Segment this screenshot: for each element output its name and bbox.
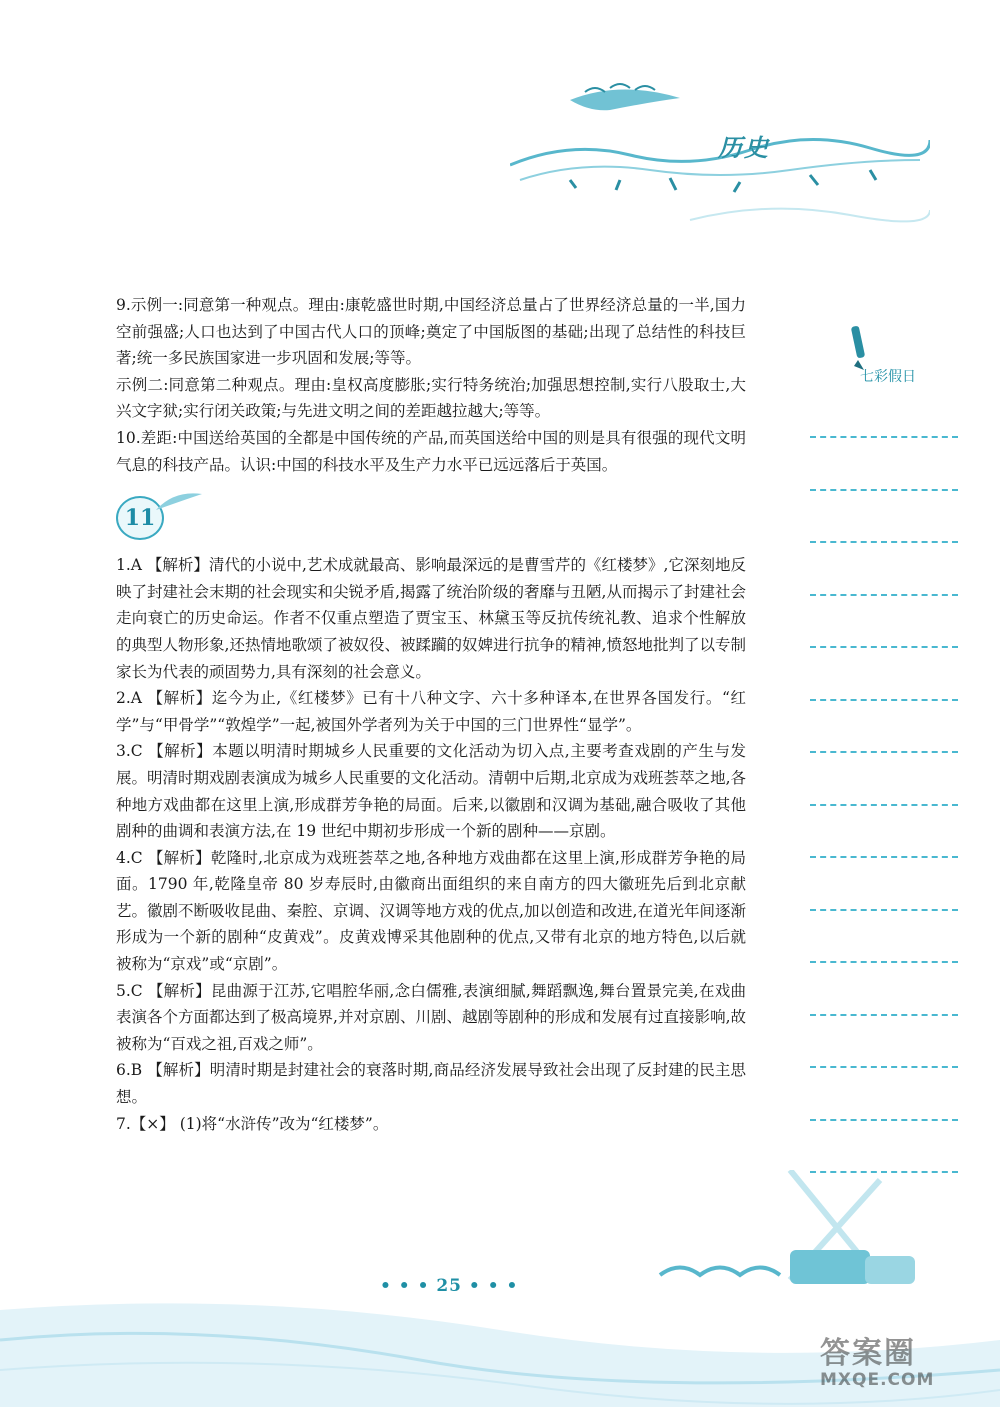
note-line	[810, 436, 958, 438]
page-number: • • • 25 • • •	[380, 1276, 519, 1296]
answer-paragraph: 3.C 【解析】本题以明清时期城乡人民重要的文化活动为切入点,主要考查戏剧的产生与发展。明清时期戏剧表演成为城乡人民重要的文化活动。清朝中后期,北京成为戏班荟萃之地,各种地方戏曲都在这里上演,形成群芳争艳的局面。后来,以徽剧和汉调为基础,融合吸收了其他剧种的曲调和表演方法,在 19 世纪中期初步形成一个新的剧种——京剧。	[116, 742, 746, 841]
section-number: 11	[116, 496, 164, 540]
note-line	[810, 1014, 958, 1016]
answer-paragraph: 4.C 【解析】乾隆时,北京成为戏班荟萃之地,各种地方戏曲都在这里上演,形成群芳争艳的局面。1790 年,乾隆皇帝 80 岁寿辰时,由徽商出面组织的来自南方的四大徽班先后到北京献艺。徽剧不断吸收昆曲、秦腔、京调、汉调等地方戏的优点,加以创造和改进,在道光年间逐渐形成为一个新的剧种“皮黄戏”。皮黄戏博采其他剧种的优点,又带有北京的地方特色,以后就被称为“京戏”或“京剧”。	[116, 848, 746, 974]
sidebar-label: 七彩假日	[860, 369, 916, 385]
watermark-url: MXQE.COM	[820, 1370, 935, 1390]
answer-paragraph: 示例二:同意第二种观点。理由:皇权高度膨胀;实行特务统治;加强思想控制,实行八股取士,大兴文字狱;实行闭关政策;与先进文明之间的差距越拉越大;等等。	[116, 375, 746, 421]
answer-content	[116, 292, 746, 1137]
note-line	[810, 1119, 958, 1121]
note-line	[810, 751, 958, 753]
answer-paragraph: 6.B 【解析】明清时期是封建社会的衰落时期,商品经济发展导致社会出现了反封建的民主思想。	[116, 1061, 746, 1107]
note-line	[810, 804, 958, 806]
subject-title: 历史	[718, 133, 770, 162]
answer-paragraph: 7.【×】 (1)将“水浒传”改为“红楼梦”。	[116, 1114, 389, 1133]
answer-paragraph: 10.差距:中国送给英国的全都是中国传统的产品,而英国送给中国的则是具有很强的现代文明气息的科技产品。认识:中国的科技水平及生产力水平已远远落后于英国。	[116, 428, 746, 474]
footer-decoration	[640, 1170, 940, 1310]
watermark-logo: 答案圈	[820, 1336, 916, 1371]
answer-paragraph: 2.A 【解析】迄今为止,《红楼梦》已有十八种文字、六十多种译本,在世界各国发行。“红学”与“甲骨学”“敦煌学”一起,被国外学者列为关于中国的三门世界性“显学”。	[116, 689, 746, 734]
answers-block-section-11	[116, 552, 746, 1137]
leaf-icon	[154, 488, 204, 518]
pen-icon	[846, 322, 876, 372]
answer-paragraph: 1.A 【解析】清代的小说中,艺术成就最高、影响最深远的是曹雪芹的《红楼梦》,它深刻地反映了封建社会末期的社会现实和尖锐矛盾,揭露了统治阶级的奢靡与丑陋,从而揭示了封建社会走向衰亡的历史命运。作者不仅重点塑造了贾宝玉、林黛玉等反抗传统礼教、追求个性解放的典型人物形象,还热情地歌颂了被奴役、被蹂躏的奴婢进行抗争的精神,愤怒地批判了以专制家长为代表的顽固势力,具有深刻的社会意义。	[116, 556, 746, 681]
note-line	[810, 856, 958, 858]
note-line	[810, 594, 958, 596]
note-line	[810, 541, 958, 543]
note-line	[810, 961, 958, 963]
note-line	[810, 1066, 958, 1068]
note-line	[810, 489, 958, 491]
note-line	[810, 646, 958, 648]
section-badge	[116, 488, 746, 548]
watermark	[820, 1328, 934, 1390]
answers-block-previous	[116, 292, 746, 478]
answer-paragraph: 9.示例一:同意第一种观点。理由:康乾盛世时期,中国经济总量占了世界经济总量的一半,国力空前强盛;人口也达到了中国古代人口的顶峰;奠定了中国版图的基础;出现了总结性的科技巨著;统一多民族国家进一步巩固和发展;等等。	[116, 296, 746, 368]
note-line	[810, 699, 958, 701]
note-line	[810, 909, 958, 911]
answer-paragraph: 5.C 【解析】昆曲源于江苏,它唱腔华丽,念白儒雅,表演细腻,舞蹈飘逸,舞台置景完美,在戏曲表演各个方面都达到了极高境界,并对京剧、川剧、越剧等剧种的形成和发展有过直接影响,故被称为“百戏之祖,百戏之师”。	[116, 981, 746, 1053]
